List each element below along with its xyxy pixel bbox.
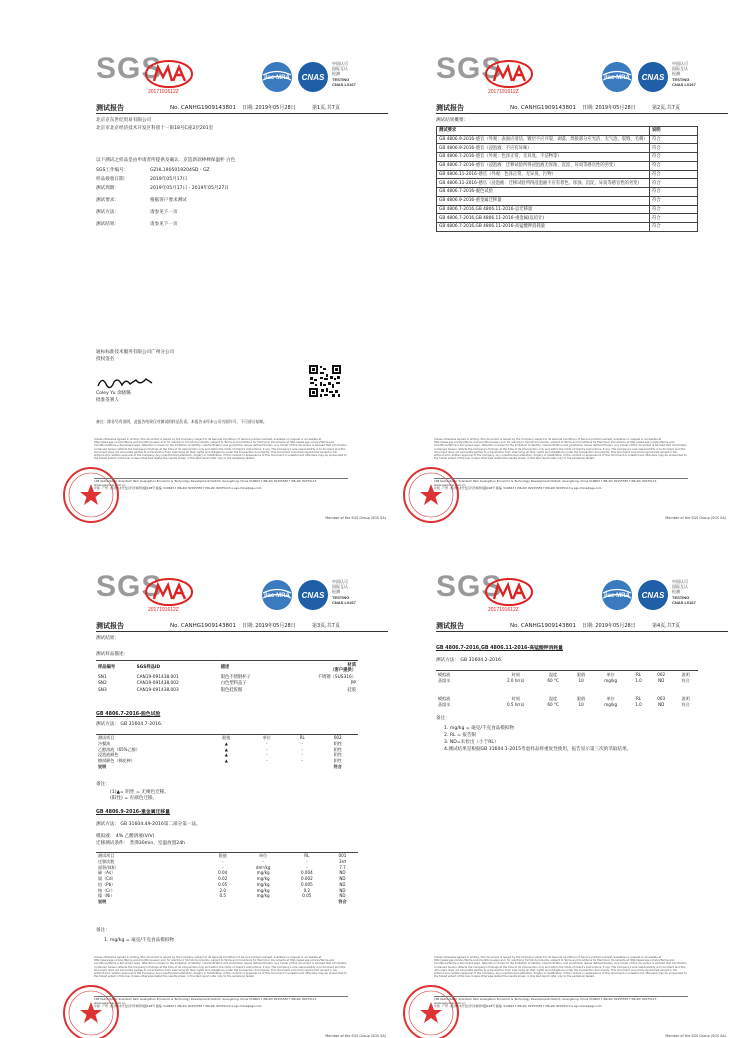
table-row: GB 4806.11-2016-感官（浸泡液：迁移试验所得浸泡液不应有着色、浑浊、沉淀、异臭等感官性的劣变） 符合 (437, 179, 698, 188)
table-row: SN3 CAN19-091438.003 银色硅胶圈 硅胶 (98, 687, 356, 693)
heavy-metal-note: 1. mg/kg = 毫克/千克食品模拟物 (104, 938, 175, 943)
table-row: GB 4806.7-2016-脱色试验 符合 (437, 188, 698, 197)
cma-logo (144, 59, 194, 91)
signer-name: Coley Yu 余晓璐 (96, 391, 131, 396)
svg-text:ilac-MRA: ilac-MRA (604, 75, 630, 81)
report-title-row (436, 622, 728, 632)
ilac-mra-logo (598, 60, 636, 94)
field-result: 测试结果： 请参见下一页 (96, 222, 178, 227)
table-header-row: 模拟液 时间 温度 限值 单位 RL 002 说明 (438, 672, 690, 678)
table-row: GB 4806.7-2016-感官（浸泡液：迁移试验所得浸泡液无浑浊、沉淀、异臭等感官性的劣变） 符合 (437, 161, 698, 170)
qr-code-icon (308, 364, 342, 398)
report-date: 日期: 2019年05月28日 (582, 105, 636, 111)
report-number: No. CANHG1909143801 (510, 623, 576, 629)
table-row: SN2 CAN19-091438.002 白色塑料盖子 PP (98, 681, 356, 687)
cma-code: 2017191612Z (148, 89, 179, 95)
lab-company: 通标标准技术服务有限公司广州分公司 (96, 350, 175, 355)
report-title-row (96, 622, 388, 632)
table-row: GB 4806.11-2016-感官（外观：色泽正常，无异臭、污物） 符合 (437, 170, 698, 179)
decolor-note: (阳性) = 有颜色迁移。 (110, 796, 158, 801)
table-row: 说明 符合 (98, 763, 342, 769)
heavy-metal-note-label: 备注： (96, 928, 110, 933)
table-row: SN1 CAN19-091438.001 银色不锈钢杯子 不锈钢（SUS316） (98, 674, 356, 680)
field-job-no: SGS工作编号： GZHL1905019204SD - GZ (96, 168, 210, 173)
applicant-address: 北京市北京经济技术开发区科创十一街18号C座2层201室 (96, 126, 214, 131)
handwritten-signature (96, 374, 156, 390)
report-title: 测试报告 (436, 622, 464, 630)
page-number: 第2页,共7页 (652, 105, 680, 111)
sgs-logo: SGS (436, 52, 503, 85)
report-page-4 (398, 566, 730, 1038)
kmno4-table-2 (436, 696, 698, 707)
sample-desc-label: 测试样品描述： (96, 652, 129, 657)
report-title-row (96, 104, 388, 114)
page-number: 第3页,共7页 (312, 623, 340, 629)
decolor-method: 测试方法： GB 31604.7-2016. (96, 722, 163, 727)
svg-text:CNAS: CNAS (641, 73, 665, 82)
table-row: 铅（Pb） 0.05 mg/kg 0.005 ND (98, 881, 346, 887)
table-row: 铬（Cr） 2.0 mg/kg 0.2 ND (98, 887, 346, 893)
decolor-note-label: 备注： (96, 782, 110, 787)
page-header (58, 566, 390, 614)
cnas-caption: 中国认可 国际互认 检测 TESTING CNAS L0167 (332, 579, 356, 605)
results-summary-table (436, 126, 698, 232)
field-period: 测试周期： 2019年05月17日 - 2019年05月27日 (96, 186, 229, 191)
kmno4-table-1 (436, 672, 698, 683)
report-title-row (436, 104, 728, 114)
member-notice: Member of the SGS Group (SGS SA) (665, 1034, 726, 1038)
table-row: 擦拭颜色（棉花棒） ▲ - - 阴性 (98, 758, 342, 764)
ilac-mra-logo (598, 578, 636, 612)
member-notice: Member of the SGS Group (SGS SA) (665, 516, 726, 520)
sample-intro: 以下测试之样品是由申请者所提供及确认：京造新款棒棒保温杯 白色 (96, 158, 236, 163)
table-row: GB 4806.7-2016,GB 4806.11-2016-总迁移量 符合 (437, 205, 698, 214)
field-received: 样品接收日期： 2019年05月17日 (96, 177, 188, 182)
table-row: 浸泡液颜色 ▲ - - 阴性 (98, 752, 342, 758)
legal-disclaimer: Unless otherwise agreed in writing, this document is issued by the Company subject to its General Conditions of Service printed overleaf, available on request or accessible at http://www.sgs.com/en/Terms-and-Conditions.aspx and, for electronic format documents, subject to Terms and Conditions for Electronic Documents at http://www.sgs.com/en/Terms-and-Conditions/Terms-e-Document.aspx. Attention is drawn to the limitation of liability, indemnification and jurisdiction issues defined therein. Any holder of this document is advised that information contained hereon reflects the Company's findings at the time of its intervention only and within the limits of Client's instructions, if any. The Company's sole responsibility is to its Client and this document does not exonerate parties to a transaction from exercising all their rights and obligations under the transaction documents. This document cannot be reproduced except in full, without prior written approval of the Company. Any unauthorized alteration, forgery or falsification of the content or appearance of this document is unlawful and offenders may be prosecuted to the fullest extent of the law. Unless otherwise stated the results shown in this test report refer only to the sample(s) tested. (94, 956, 347, 979)
table-row: GB 4806.7-2016-感官（外观：色泽正常，无异臭、不洁物等） 符合 (437, 153, 698, 162)
cnas-logo (636, 60, 670, 94)
page-header (58, 48, 390, 96)
legal-disclaimer: Unless otherwise agreed in writing, this document is issued by the Company subject to its General Conditions of Service printed overleaf, available on request or accessible at http://www.sgs.com/en/Terms-and-Conditions.aspx and, for electronic format documents, subject to Terms and Conditions for Electronic Documents at http://www.sgs.com/en/Terms-and-Conditions/Terms-e-Document.aspx. Attention is drawn to the limitation of liability, indemnification and jurisdiction issues defined therein. Any holder of this document is advised that information contained hereon reflects the Company's findings at the time of its intervention only and within the limits of Client's instructions, if any. The Company's sole responsibility is to its Client and this document does not exonerate parties to a transaction from exercising all their rights and obligations under the transaction documents. This document cannot be reproduced except in full, without prior written approval of the Company. Any unauthorized alteration, forgery or falsification of the content or appearance of this document is unlawful and offenders may be prosecuted to the fullest extent of the law. Unless otherwise stated the results shown in this test report refer only to the sample(s) tested. (434, 956, 687, 979)
report-page-1 (58, 48, 390, 528)
heavy-metal-simulant: 模拟液： 4% 乙酸溶液(V/V) (96, 834, 155, 839)
report-title: 测试报告 (96, 622, 124, 630)
page-header (398, 48, 730, 96)
table-row: 迁移次数 - - - 3rd (98, 859, 346, 864)
kmno4-note: 1. mg/kg = 毫克/千克食品模拟物 (444, 726, 515, 731)
section-heavy-metal: GB 4806.9-2016-重金属迁移量 (96, 810, 170, 815)
svg-text:ilac-MRA: ilac-MRA (264, 593, 290, 599)
table-row: 砷（As） 0.04 mg/kg 0.004 ND (98, 870, 346, 876)
member-notice: Member of the SGS Group (SGS SA) (325, 1034, 386, 1038)
cnas-caption: 中国认可 国际互认 检测 TESTING CNAS L0167 (672, 61, 696, 87)
legal-disclaimer: Unless otherwise agreed in writing, this document is issued by the Company subject to its General Conditions of Service printed overleaf, available on request or accessible at http://www.sgs.com/en/Terms-and-Conditions.aspx and, for electronic format documents, subject to Terms and Conditions for Electronic Documents at http://www.sgs.com/en/Terms-and-Conditions/Terms-e-Document.aspx. Attention is drawn to the limitation of liability, indemnification and jurisdiction issues defined therein. Any holder of this document is advised that information contained hereon reflects the Company's findings at the time of its intervention only and within the limits of Client's instructions, if any. The Company's sole responsibility is to its Client and this document does not exonerate parties to a transaction from exercising all their rights and obligations under the transaction documents. This document cannot be reproduced except in full, without prior written approval of the Company. Any unauthorized alteration, forgery or falsification of the content or appearance of this document is unlawful and offenders may be prosecuted to the fullest extent of the law. Unless otherwise stated the results shown in this test report refer only to the sample(s) tested. (434, 438, 687, 461)
page-number: 第1页,共7页 (312, 105, 340, 111)
ilac-mra-logo (258, 578, 296, 612)
report-note: 备注：除非另有说明，此报告结果仅对测试的样品负责。本报告未经本公司书面许可，不可部分复制。 (96, 419, 267, 424)
results-label: 测试结果： (96, 636, 119, 641)
heavy-metal-table (96, 853, 358, 904)
company-seal-stamp (62, 984, 120, 1038)
heavy-metal-method: 测试方法： GB 31604.49-2016第二部分第一法。 (96, 822, 201, 827)
page-footer (398, 956, 730, 1038)
section-kmno4: GB 4806.7-2016,GB 4806.11-2016-高锰酸钾消耗量 (436, 646, 563, 651)
page-number: 第4页,共7页 (652, 623, 680, 629)
cnas-logo (296, 60, 330, 94)
section-decolor-test: GB 4806.7-2016-脱色试验 (96, 712, 161, 717)
svg-text:CNAS: CNAS (301, 591, 325, 600)
cma-logo (144, 577, 194, 609)
table-header-row: 测试项目 限值 单位 RL 001 (98, 853, 347, 859)
table-row: GB 4806.9-2016-重金属迁移量 符合 (437, 196, 698, 205)
table-header-row: 测试项目 限值 单位 RL 002 (98, 735, 342, 741)
cnas-logo (636, 578, 670, 612)
member-notice: Member of the SGS Group (SGS SA) (325, 516, 386, 520)
table-row: GB 4806.7-2016,GB 4806.11-2016-高锰酸钾消耗量 符合 (437, 223, 698, 232)
footer-address: 198 Kezhu Road, Scientech Park Guangzhou Economic & Technology Development District, Guangdong, China 510663 t (86-20) 82155555 f (86-20) 82075113 www.sgsgroup.com.cn 中国 · 广州 · 经济技术开发区科学城科珠路198号 邮编: 510663 t (86-20) 82155555 f (86-20) 82075113 e sgs.china@sgs.com (94, 996, 348, 1009)
table-row: 冷餐油 ▲ - - 阴性 (98, 741, 342, 746)
page-footer (58, 956, 390, 1038)
table-header-row: 模拟液 时间 温度 限值 单位 RL 003 说明 (438, 696, 690, 702)
cma-code: 2017191612Z (488, 89, 519, 95)
sgs-logo: SGS (96, 52, 163, 85)
kmno4-method: 测试方法： GB 31604.2-2016. (436, 658, 503, 663)
cnas-logo (296, 578, 330, 612)
decolor-note: (1)▲= 阴性 = 无褪色迁移。 (110, 790, 169, 795)
authorized-signature-label: 授权签名 (96, 357, 115, 362)
legal-disclaimer: Unless otherwise agreed in writing, this document is issued by the Company subject to its General Conditions of Service printed overleaf, available on request or accessible at http://www.sgs.com/en/Terms-and-Conditions.aspx and, for electronic format documents, subject to Terms and Conditions for Electronic Documents at http://www.sgs.com/en/Terms-and-Conditions/Terms-e-Document.aspx. Attention is drawn to the limitation of liability, indemnification and jurisdiction issues defined therein. Any holder of this document is advised that information contained hereon reflects the Company's findings at the time of its intervention only and within the limits of Client's instructions, if any. The Company's sole responsibility is to its Client and this document does not exonerate parties to a transaction from exercising all their rights and obligations under the transaction documents. This document cannot be reproduced except in full, without prior written approval of the Company. Any unauthorized alteration, forgery or falsification of the content or appearance of this document is unlawful and offenders may be prosecuted to the fullest extent of the law. Unless otherwise stated the results shown in this test report refer only to the sample(s) tested. (94, 438, 347, 461)
report-page-3 (58, 566, 390, 1038)
company-seal-stamp (402, 466, 460, 524)
cma-logo (484, 577, 534, 609)
table-row: 说明 符合 (98, 898, 347, 904)
report-date: 日期: 2019年05月28日 (582, 623, 636, 629)
kmno4-note: 3. ND=未检出（小于RL） (444, 740, 499, 745)
report-date: 日期: 2019年05月28日 (242, 105, 296, 111)
sgs-logo: SGS (436, 570, 503, 603)
cma-logo (484, 59, 534, 91)
table-row: 蒸馏水 2.0 hr(s) 60 °C 10 mg/kg 1.0 ND 符合 (438, 678, 690, 683)
page-footer (58, 438, 390, 528)
svg-text:ilac-MRA: ilac-MRA (264, 75, 290, 81)
svg-text:ilac-MRA: ilac-MRA (604, 593, 630, 599)
cma-code: 2017191612Z (488, 607, 519, 613)
summary-label: 测试结果概要： (436, 118, 469, 123)
decolor-table (96, 735, 358, 769)
report-number: No. CANHG1909143801 (170, 105, 236, 111)
table-row: 蒸馏水 0.5 hr(s) 60 °C 10 mg/kg 1.0 ND 符合 (438, 702, 690, 707)
field-method: 测试方法： 请参见下一页 (96, 210, 178, 215)
report-number: No. CANHG1909143801 (170, 623, 236, 629)
kmno4-note-label: 备注： (436, 716, 450, 721)
sample-table (96, 662, 358, 694)
applicant-name: 北京京东世纪贸易有限公司 (96, 118, 152, 123)
footer-address: 198 Kezhu Road, Scientech Park Guangzhou Economic & Technology Development District, Guangdong, China 510663 t (86-20) 82155555 f (86-20) 82075113 www.sgsgroup.com.cn 中国 · 广州 · 经济技术开发区科学城科珠路198号 邮编: 510663 t (86-20) 82155555 f (86-20) 82075113 e sgs.china@sgs.com (94, 478, 348, 491)
page-footer (398, 438, 730, 528)
kmno4-note: 2. RL = 报告限 (444, 733, 477, 738)
field-requirement: 测试要求： 根据客户要求测试 (96, 198, 187, 203)
table-header-row: 测试要求 说明 (437, 127, 698, 136)
table-row: GB 4806.9-2016-感官（浸泡液：不应有异味） 符合 (437, 144, 698, 153)
company-seal-stamp (62, 466, 120, 524)
report-number: No. CANHG1909143801 (510, 105, 576, 111)
footer-address: 198 Kezhu Road, Scientech Park Guangzhou Economic & Technology Development District, Guangdong, China 510663 t (86-20) 82155555 f (86-20) 82075113 www.sgsgroup.com.cn 中国 · 广州 · 经济技术开发区科学城科珠路198号 邮编: 510663 t (86-20) 82155555 f (86-20) 82075113 e sgs.china@sgs.com (434, 996, 688, 1009)
report-date: 日期: 2019年05月28日 (242, 623, 296, 629)
ilac-mra-logo (258, 60, 296, 94)
cma-code: 2017191612Z (148, 607, 179, 613)
table-row: 乙醇溶液（65%乙醇） ▲ - - 阴性 (98, 746, 342, 752)
page-header (398, 566, 730, 614)
table-row: 镉（Cd） 0.02 mg/kg 0.002 ND (98, 876, 346, 882)
signer-title: 批准签署人 (96, 398, 119, 403)
footer-address: 198 Kezhu Road, Scientech Park Guangzhou Economic & Technology Development District, Guangdong, China 510663 t (86-20) 82155555 f (86-20) 82075113 www.sgsgroup.com.cn 中国 · 广州 · 经济技术开发区科学城科珠路198号 邮编: 510663 t (86-20) 82155555 f (86-20) 82075113 e sgs.china@sgs.com (434, 478, 688, 491)
cnas-caption: 中国认可 国际互认 检测 TESTING CNAS L0167 (672, 579, 696, 605)
table-row: GB 4806.9-2016-感官（外观：表面应清洁，镀层不应开裂、剥落，焊接部分应光洁，无气泡、裂缝、毛刺） 符合 (437, 135, 698, 144)
svg-text:CNAS: CNAS (301, 73, 325, 82)
report-title: 测试报告 (436, 104, 464, 112)
kmno4-note: 4.测试结果是根据GB 31604.1-2015考虑样品将重复性使用，报告显示第三次的萃取结果。 (444, 747, 632, 752)
cnas-caption: 中国认可 国际互认 检测 TESTING CNAS L0167 (332, 61, 356, 87)
sgs-logo: SGS (96, 570, 163, 603)
company-seal-stamp (402, 984, 460, 1038)
table-row: 镍（Ni） 0.5 mg/kg 0.05 ND (98, 893, 346, 899)
report-title: 测试报告 (96, 104, 124, 112)
svg-text:CNAS: CNAS (641, 591, 665, 600)
table-row: GB 4806.7-2016,GB 4806.11-2016-重金属(以铅计) 符合 (437, 214, 698, 223)
table-header-row: 样品编号 SGS样品ID 描述 材质 （客户提供） (98, 662, 356, 673)
heavy-metal-condition: 迁移测试条件： 煮沸30min，室温放置24h (96, 841, 186, 846)
report-page-2 (398, 48, 730, 528)
table-row: 面积/体积 - dm²/kg - 7.7 (98, 864, 346, 870)
